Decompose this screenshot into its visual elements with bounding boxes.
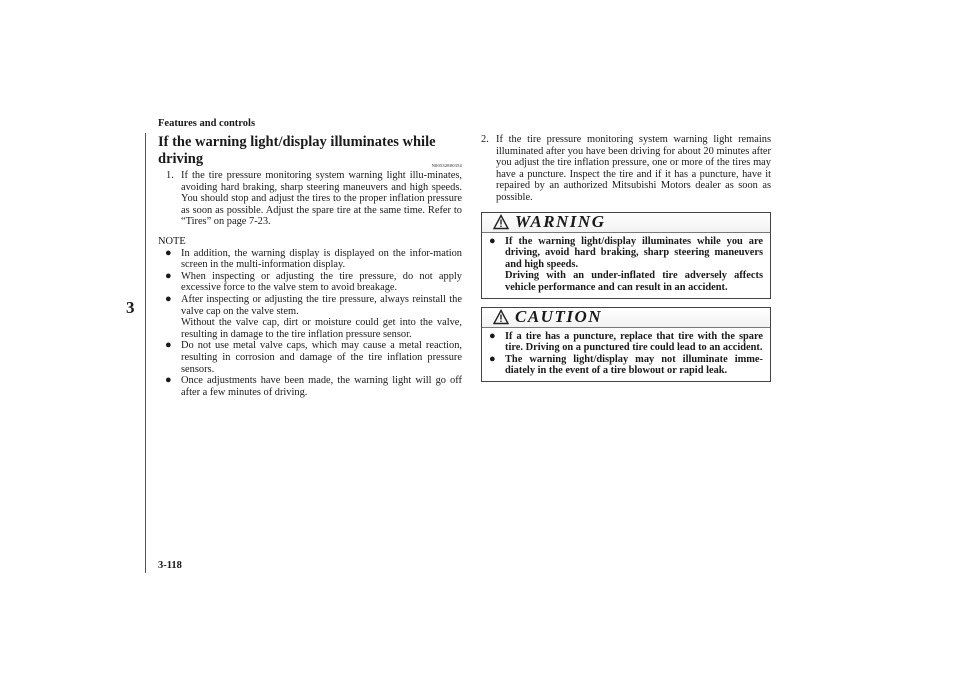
bullet-icon: ● bbox=[165, 269, 172, 282]
note-list bbox=[165, 248, 462, 399]
step-2 bbox=[481, 134, 771, 204]
caution-box bbox=[481, 307, 771, 382]
caution-item: ● If a tire has a puncture, replace that tire with the spare tire. Driving on a punctured tire could lead to an accident. bbox=[489, 329, 763, 354]
bullet-icon: ● bbox=[165, 374, 172, 387]
step-text: If the tire pressure monitoring system warning light remains illuminated after you have been driving for about 20 minutes after you adjust the tire inflation pressure, one or more of the tires may have a puncture. Inspect the tire and if it has a puncture, have it repaired by an authorized Mitsubishi Motors dealer as soon as possible. bbox=[496, 134, 771, 203]
bullet-icon: ● bbox=[165, 246, 172, 259]
caution-header bbox=[482, 308, 770, 328]
note-label: NOTE bbox=[158, 235, 186, 247]
note-item: ● When inspecting or adjusting the tire pressure, do not apply excessive force to the valve stem to avoid breakage. bbox=[165, 269, 462, 294]
bullet-icon: ● bbox=[165, 339, 172, 352]
reference-code: N00532800354 bbox=[431, 163, 462, 168]
note-item: ● After inspecting or adjusting the tire pressure, always reinstall the valve cap on the valve stem. Without the valve cap, dirt or moisture could get into the valve, resulting in damage to the tire inflation pressure sensor. bbox=[165, 292, 462, 340]
note-item: ● In addition, the warning display is displayed on the infor-mation screen in the multi-information display. bbox=[165, 246, 462, 271]
caution-body bbox=[482, 328, 770, 381]
warning-item: ● If the warning light/display illuminates while you are driving, avoid hard braking, sharp steering maneuvers and high speeds. Driving with an under-inflated tire adversely affects vehicle performance and can result in an accident. bbox=[489, 234, 763, 293]
caution-title: CAUTION bbox=[515, 307, 603, 327]
step-number: 1. bbox=[166, 170, 174, 181]
warning-triangle-icon bbox=[493, 214, 509, 230]
chapter-number: 3 bbox=[126, 298, 135, 317]
warning-header bbox=[482, 213, 770, 233]
step-number: 2. bbox=[481, 134, 489, 145]
left-column bbox=[158, 134, 462, 398]
step-text: If the tire pressure monitoring system warning light illu-minates, avoiding hard braking, sharp steering maneuvers and high speeds. You should stop and adjust the tires to the proper inflation pressure as soon as possible. Adjust the spare tire at the same time. Refer to “Tires” on page 7-23. bbox=[181, 170, 462, 228]
caution-item: ● The warning light/display may not illuminate imme-diately in the event of a tire blowout or rapid leak. bbox=[489, 352, 763, 377]
warning-box bbox=[481, 212, 771, 299]
running-header: Features and controls bbox=[158, 118, 256, 129]
bullet-icon: ● bbox=[489, 234, 496, 247]
right-column bbox=[481, 134, 771, 382]
warning-triangle-icon bbox=[493, 309, 509, 325]
chapter-side-rule bbox=[145, 133, 146, 573]
step-1 bbox=[166, 170, 462, 228]
note-item: ● Do not use metal valve caps, which may cause a metal reaction, resulting in corrosion and damage of the tire inflation pressure sensors. bbox=[165, 339, 462, 375]
note-item: ● Once adjustments have been made, the warning light will go off after a few minutes of driving. bbox=[165, 374, 462, 398]
warning-title: WARNING bbox=[515, 212, 606, 232]
warning-body bbox=[482, 233, 770, 298]
bullet-icon: ● bbox=[489, 329, 496, 342]
section-title: If the warning light/display illuminates while driving bbox=[158, 134, 436, 167]
bullet-icon: ● bbox=[165, 292, 172, 305]
bullet-icon: ● bbox=[489, 352, 496, 365]
page-number: 3-118 bbox=[158, 560, 182, 571]
